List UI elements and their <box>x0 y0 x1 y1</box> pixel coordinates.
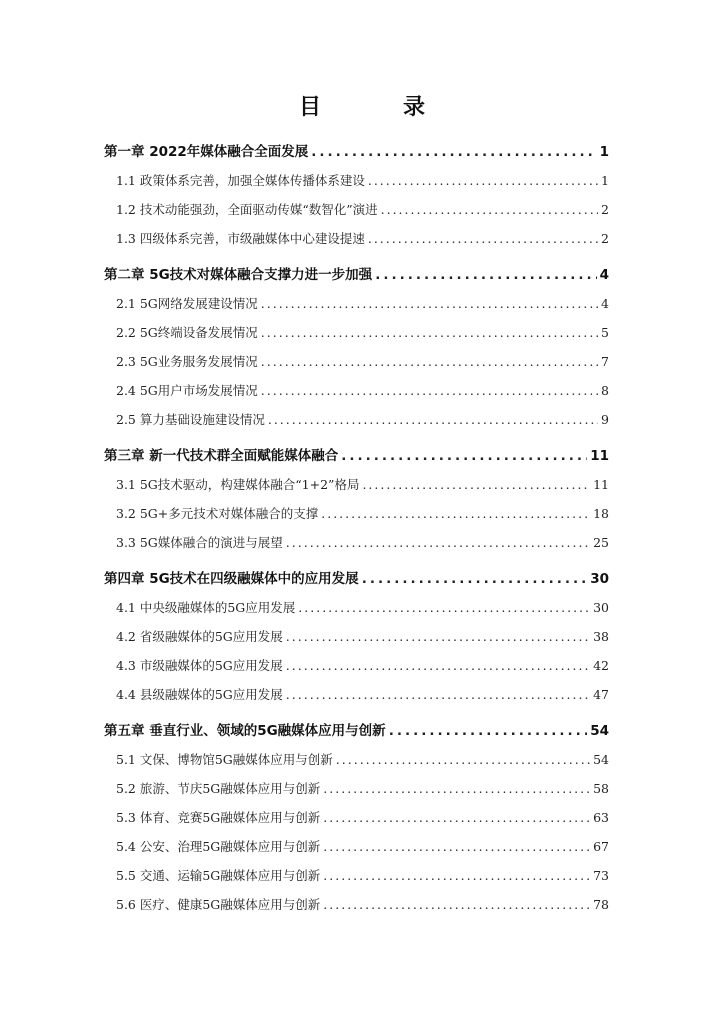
dot-leader <box>261 376 598 405</box>
toc-section-5-5[interactable] <box>104 861 609 890</box>
dot-leader <box>362 565 588 593</box>
section-page-number: 42 <box>593 658 609 673</box>
chapter-page-number: 54 <box>590 723 609 739</box>
section-page-number: 7 <box>601 354 609 369</box>
toc-section-5-4[interactable] <box>104 832 609 861</box>
toc-section-4-4[interactable] <box>104 680 609 709</box>
toc-section-3-3[interactable] <box>104 528 609 557</box>
section-label: 5.1 文保、博物馆5G融媒体应用与创新 <box>116 752 333 767</box>
toc-section-2-4[interactable] <box>104 376 609 405</box>
dot-leader <box>323 861 590 890</box>
dot-leader <box>286 528 590 557</box>
section-label: 2.5 算力基础设施建设情况 <box>116 412 265 427</box>
toc-section-4-3[interactable] <box>104 651 609 680</box>
toc-section-4-2[interactable] <box>104 622 609 651</box>
toc-section-1-2[interactable] <box>104 195 609 224</box>
section-label: 5.2 旅游、节庆5G融媒体应用与创新 <box>116 781 321 796</box>
toc-section-2-5[interactable] <box>104 405 609 434</box>
dot-leader <box>368 224 598 253</box>
dot-leader <box>321 499 590 528</box>
section-label: 4.2 省级融媒体的5G应用发展 <box>116 629 283 644</box>
dot-leader <box>268 405 598 434</box>
dot-leader <box>336 745 590 774</box>
section-page-number: 2 <box>601 231 609 246</box>
chapter-page-number: 11 <box>590 448 609 464</box>
toc-section-1-3[interactable] <box>104 224 609 253</box>
section-page-number: 2 <box>601 202 609 217</box>
section-label: 1.2 技术动能强劲，全面驱动传媒“数智化”演进 <box>116 202 378 217</box>
dot-leader <box>389 717 588 745</box>
section-page-number: 5 <box>601 325 609 340</box>
section-page-number: 9 <box>601 412 609 427</box>
toc-section-5-1[interactable] <box>104 745 609 774</box>
toc-section-2-2[interactable] <box>104 318 609 347</box>
dot-leader <box>286 680 590 709</box>
section-page-number: 47 <box>593 687 609 702</box>
section-label: 3.1 5G技术驱动，构建媒体融合“1+2”格局 <box>116 477 360 492</box>
section-label: 5.3 体育、竞赛5G融媒体应用与创新 <box>116 810 321 825</box>
toc-chapter-2[interactable] <box>104 261 609 289</box>
dot-leader <box>286 651 590 680</box>
section-label: 2.2 5G终端设备发展情况 <box>116 325 258 340</box>
chapter-page-number: 30 <box>590 571 609 587</box>
toc-chapter-4[interactable] <box>104 565 609 593</box>
section-page-number: 38 <box>593 629 609 644</box>
dot-leader <box>286 622 590 651</box>
chapter-label: 第五章 垂直行业、领域的5G融媒体应用与创新 <box>104 723 386 739</box>
section-page-number: 63 <box>593 810 609 825</box>
section-page-number: 73 <box>593 868 609 883</box>
toc-section-3-1[interactable] <box>104 470 609 499</box>
section-page-number: 25 <box>593 535 609 550</box>
section-label: 4.1 中央级融媒体的5G应用发展 <box>116 600 296 615</box>
dot-leader <box>323 774 590 803</box>
section-page-number: 4 <box>601 296 609 311</box>
chapter-page-number: 4 <box>599 267 609 283</box>
dot-leader <box>261 289 598 318</box>
section-page-number: 78 <box>593 897 609 912</box>
table-of-contents <box>104 138 609 919</box>
dot-leader <box>298 593 590 622</box>
toc-section-5-3[interactable] <box>104 803 609 832</box>
toc-section-2-1[interactable] <box>104 289 609 318</box>
toc-chapter-3[interactable] <box>104 442 609 470</box>
chapter-label: 第三章 新一代技术群全面赋能媒体融合 <box>104 448 339 464</box>
chapter-label: 第二章 5G技术对媒体融合支撑力进一步加强 <box>104 267 373 283</box>
dot-leader <box>311 138 596 166</box>
dot-leader <box>341 442 587 470</box>
chapter-page-number: 1 <box>599 144 609 160</box>
toc-section-3-2[interactable] <box>104 499 609 528</box>
toc-title: 目 录 <box>298 95 455 120</box>
section-label: 5.6 医疗、健康5G融媒体应用与创新 <box>116 897 321 912</box>
section-label: 3.2 5G+多元技术对媒体融合的支撑 <box>116 506 319 521</box>
toc-section-1-1[interactable] <box>104 166 609 195</box>
section-page-number: 18 <box>593 506 609 521</box>
section-label: 1.1 政策体系完善，加强全媒体传播体系建设 <box>116 173 365 188</box>
toc-section-4-1[interactable] <box>104 593 609 622</box>
toc-chapter-1[interactable] <box>104 138 609 166</box>
section-label: 1.3 四级体系完善，市级融媒体中心建设提速 <box>116 231 365 246</box>
section-label: 5.4 公安、治理5G融媒体应用与创新 <box>116 839 321 854</box>
dot-leader <box>261 347 598 376</box>
dot-leader <box>362 470 590 499</box>
section-label: 2.3 5G业务服务发展情况 <box>116 354 258 369</box>
section-page-number: 67 <box>593 839 609 854</box>
section-label: 2.1 5G网络发展建设情况 <box>116 296 258 311</box>
dot-leader <box>323 803 590 832</box>
section-page-number: 54 <box>593 752 609 767</box>
dot-leader <box>323 890 590 919</box>
section-label: 4.4 县级融媒体的5G应用发展 <box>116 687 283 702</box>
section-label: 4.3 市级融媒体的5G应用发展 <box>116 658 283 673</box>
section-page-number: 11 <box>593 477 609 492</box>
dot-leader <box>368 166 598 195</box>
dot-leader <box>261 318 598 347</box>
section-label: 5.5 交通、运输5G融媒体应用与创新 <box>116 868 321 883</box>
dot-leader <box>381 195 598 224</box>
chapter-label: 第四章 5G技术在四级融媒体中的应用发展 <box>104 571 359 587</box>
chapter-label: 第一章 2022年媒体融合全面发展 <box>104 144 309 160</box>
section-page-number: 1 <box>601 173 609 188</box>
toc-section-2-3[interactable] <box>104 347 609 376</box>
section-page-number: 58 <box>593 781 609 796</box>
dot-leader <box>323 832 590 861</box>
section-page-number: 8 <box>601 383 609 398</box>
toc-chapter-5[interactable] <box>104 717 609 745</box>
section-page-number: 30 <box>593 600 609 615</box>
section-label: 2.4 5G用户市场发展情况 <box>116 383 258 398</box>
toc-section-5-6[interactable] <box>104 890 609 919</box>
section-label: 3.3 5G媒体融合的演进与展望 <box>116 535 283 550</box>
toc-section-5-2[interactable] <box>104 774 609 803</box>
dot-leader <box>375 261 596 289</box>
